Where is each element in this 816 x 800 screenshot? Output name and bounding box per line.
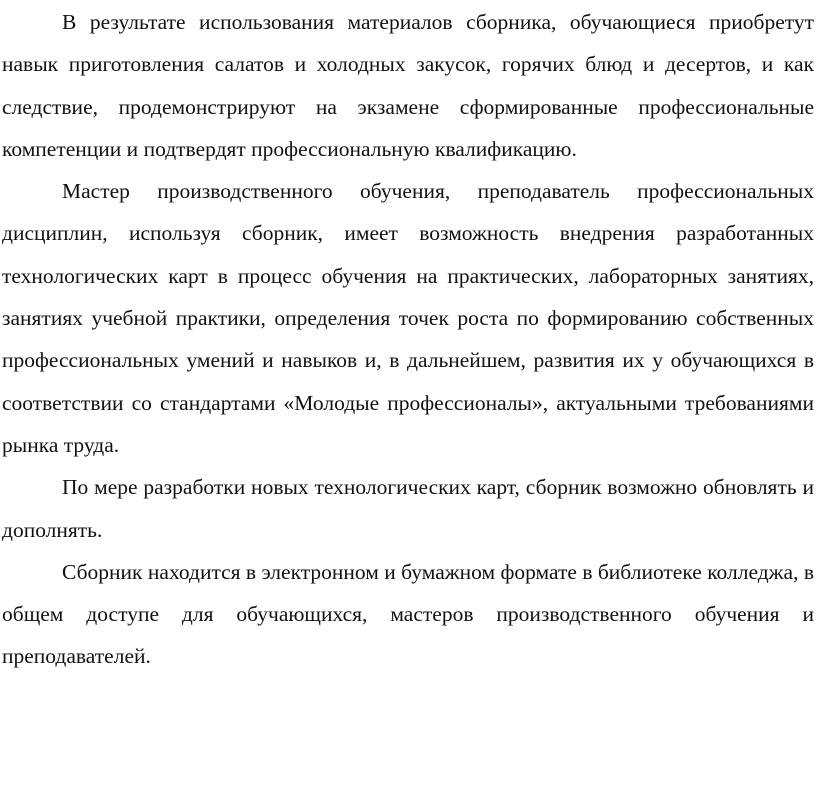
paragraph-updates: По мере разработки новых технологических карт, сборник возможно обновлять и дополнять. — [2, 475, 814, 542]
paragraph-location: Сборник находится в электронном и бумажном формате в библиотеке колледжа, в общем доступе для обучающихся, мастеров производственного обучения и преподавателей. — [2, 559, 814, 669]
paragraph-collection-results: В результате использования материалов сборника, обучающиеся приобретут навык приготовления салатов и холодных закусок, горячих блюд и десертов, и как следствие, продемонстрируют на экзамене сформированные профессиональные компетенции и подтвердят профессиональную квалификацию. — [2, 10, 814, 161]
document-page — [2, 1, 814, 678]
paragraph-master-teacher: Мастер производственного обучения, преподаватель профессиональных дисциплин, используя сборник, имеет возможность внедрения разработанных технологических карт в процесс обучения на практических, лабораторных занятиях, занятиях учебной практики, определения точек роста по формированию собственных профессиональных умений и навыков и, в дальнейшем, развития их у обучающихся в соответствии со стандартами «Молодые профессионалы», актуальными требованиями рынка труда. — [2, 179, 814, 457]
